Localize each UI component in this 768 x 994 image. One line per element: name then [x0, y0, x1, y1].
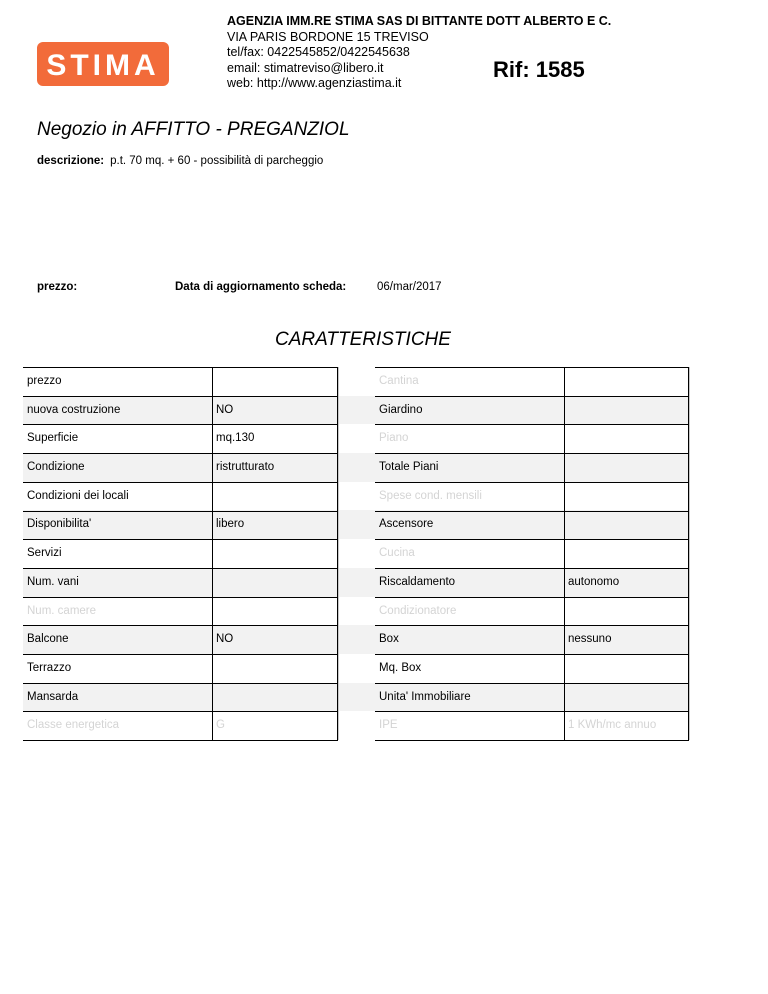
- table-row: [23, 568, 689, 597]
- feature-value: [212, 683, 338, 712]
- table-rule: [375, 740, 689, 741]
- table-rule: [375, 424, 689, 425]
- update-date-value: 06/mar/2017: [377, 281, 442, 293]
- table-row: [23, 453, 689, 482]
- table-rule: [375, 597, 689, 598]
- agency-phone: tel/fax: 0422545852/0422545638: [227, 45, 410, 59]
- feature-label: Piano: [379, 432, 409, 445]
- table-rule: [23, 396, 338, 397]
- table-row: [23, 424, 689, 453]
- feature-label: Condizionatore: [379, 604, 457, 617]
- table-rule: [375, 654, 689, 655]
- table-rule: [375, 683, 689, 684]
- feature-value: nessuno: [568, 633, 612, 646]
- feature-value: 1 KWh/mc annuo: [568, 719, 657, 732]
- feature-value: NO: [216, 403, 234, 416]
- table-rule: [23, 740, 338, 741]
- table-row: [23, 367, 689, 396]
- table-shadow: [338, 367, 339, 740]
- table-rule: [23, 511, 338, 512]
- table-rule: [212, 367, 213, 740]
- table-rule: [375, 539, 689, 540]
- feature-value: [212, 482, 338, 511]
- feature-label: Num. camere: [27, 604, 97, 617]
- feature-label: Cucina: [379, 547, 415, 560]
- table-rule: [375, 453, 689, 454]
- table-rule: [375, 511, 689, 512]
- page-title: Negozio in AFFITTO - PREGANZIOL: [37, 119, 350, 140]
- description-text: p.t. 70 mq. + 60 - possibilità di parcheggio: [110, 155, 324, 167]
- table-row: [23, 510, 689, 539]
- feature-value: ristrutturato: [216, 461, 275, 474]
- feature-label: Condizioni dei locali: [27, 489, 129, 502]
- table-rule: [23, 367, 338, 368]
- stima-logo-text: STIMA: [46, 49, 160, 82]
- table-row: [23, 711, 689, 740]
- table-shadow: [689, 367, 690, 740]
- feature-label: Spese cond. mensili: [379, 489, 482, 502]
- table-row: [23, 683, 689, 712]
- feature-label: Riscaldamento: [379, 575, 456, 588]
- feature-value: [212, 367, 338, 396]
- feature-label: Num. vani: [27, 575, 79, 588]
- agency-web: web: http://www.agenziastima.it: [227, 76, 402, 90]
- feature-label: Giardino: [379, 403, 423, 416]
- table-rule: [23, 482, 338, 483]
- feature-label: Balcone: [27, 633, 69, 646]
- table-rule: [375, 367, 689, 368]
- agency-address: VIA PARIS BORDONE 15 TREVISO: [227, 29, 429, 44]
- table-rule: [23, 625, 338, 626]
- feature-label: Disponibilita': [27, 518, 92, 531]
- description: [37, 155, 323, 167]
- table-rule: [23, 453, 338, 454]
- description-label: descrizione:: [37, 155, 105, 167]
- table-row: [23, 625, 689, 654]
- table-rule: [23, 683, 338, 684]
- feature-label: nuova costruzione: [27, 403, 121, 416]
- feature-label: prezzo: [27, 375, 62, 387]
- feature-label: IPE: [379, 719, 398, 732]
- feature-value: autonomo: [568, 575, 620, 588]
- reference-number: Rif: 1585: [493, 57, 585, 82]
- price-label: prezzo:: [37, 281, 78, 293]
- table-rule: [564, 367, 565, 740]
- feature-label: Cantina: [379, 375, 419, 387]
- table-rule: [375, 625, 689, 626]
- table-row: [23, 597, 689, 626]
- table-rule: [23, 424, 338, 425]
- feature-value: [564, 367, 689, 396]
- table-rule: [23, 568, 338, 569]
- feature-value: [564, 482, 689, 511]
- feature-label: Superficie: [27, 432, 79, 445]
- section-title: CARATTERISTICHE: [275, 329, 451, 350]
- feature-value: libero: [216, 518, 245, 531]
- feature-label: Classe energetica: [27, 719, 120, 732]
- feature-value: [564, 424, 689, 453]
- table-row: [23, 482, 689, 511]
- feature-value: G: [216, 719, 225, 732]
- feature-label: Ascensore: [379, 518, 434, 531]
- feature-label: Servizi: [27, 547, 62, 560]
- feature-value: [564, 654, 689, 683]
- agency-email: email: stimatreviso@libero.it: [227, 60, 384, 75]
- feature-label: Condizione: [27, 461, 85, 474]
- feature-value: [212, 539, 338, 568]
- feature-value: NO: [216, 633, 234, 646]
- table-rule: [375, 482, 689, 483]
- feature-value: [212, 568, 338, 597]
- feature-value: [564, 396, 689, 425]
- stima-logo: [37, 42, 169, 86]
- table-row: [23, 396, 689, 425]
- update-date-label: Data di aggiornamento scheda:: [175, 281, 347, 293]
- feature-label: Totale Piani: [379, 461, 439, 474]
- feature-value: [564, 453, 689, 482]
- feature-value: mq.130: [216, 432, 255, 445]
- table-rule: [375, 568, 689, 569]
- table-rule: [23, 597, 338, 598]
- table-rule: [375, 711, 689, 712]
- table-rule: [23, 711, 338, 712]
- feature-label: Mq. Box: [379, 661, 422, 674]
- table-rule: [23, 654, 338, 655]
- feature-value: [564, 597, 689, 626]
- features-table: [23, 367, 689, 740]
- feature-value: [212, 597, 338, 626]
- agency-name: AGENZIA IMM.RE STIMA SAS DI BITTANTE DOTT ALBERTO E C.: [227, 14, 612, 28]
- table-row: [23, 539, 689, 568]
- feature-value: [564, 510, 689, 539]
- feature-value: [564, 539, 689, 568]
- feature-label: Mansarda: [27, 690, 79, 703]
- feature-value: [212, 654, 338, 683]
- feature-value: [564, 683, 689, 712]
- table-rule: [23, 539, 338, 540]
- feature-label: Unita' Immobiliare: [379, 690, 471, 703]
- table-row: [23, 654, 689, 683]
- table-rule: [375, 396, 689, 397]
- feature-label: Box: [379, 633, 399, 646]
- feature-label: Terrazzo: [27, 661, 72, 674]
